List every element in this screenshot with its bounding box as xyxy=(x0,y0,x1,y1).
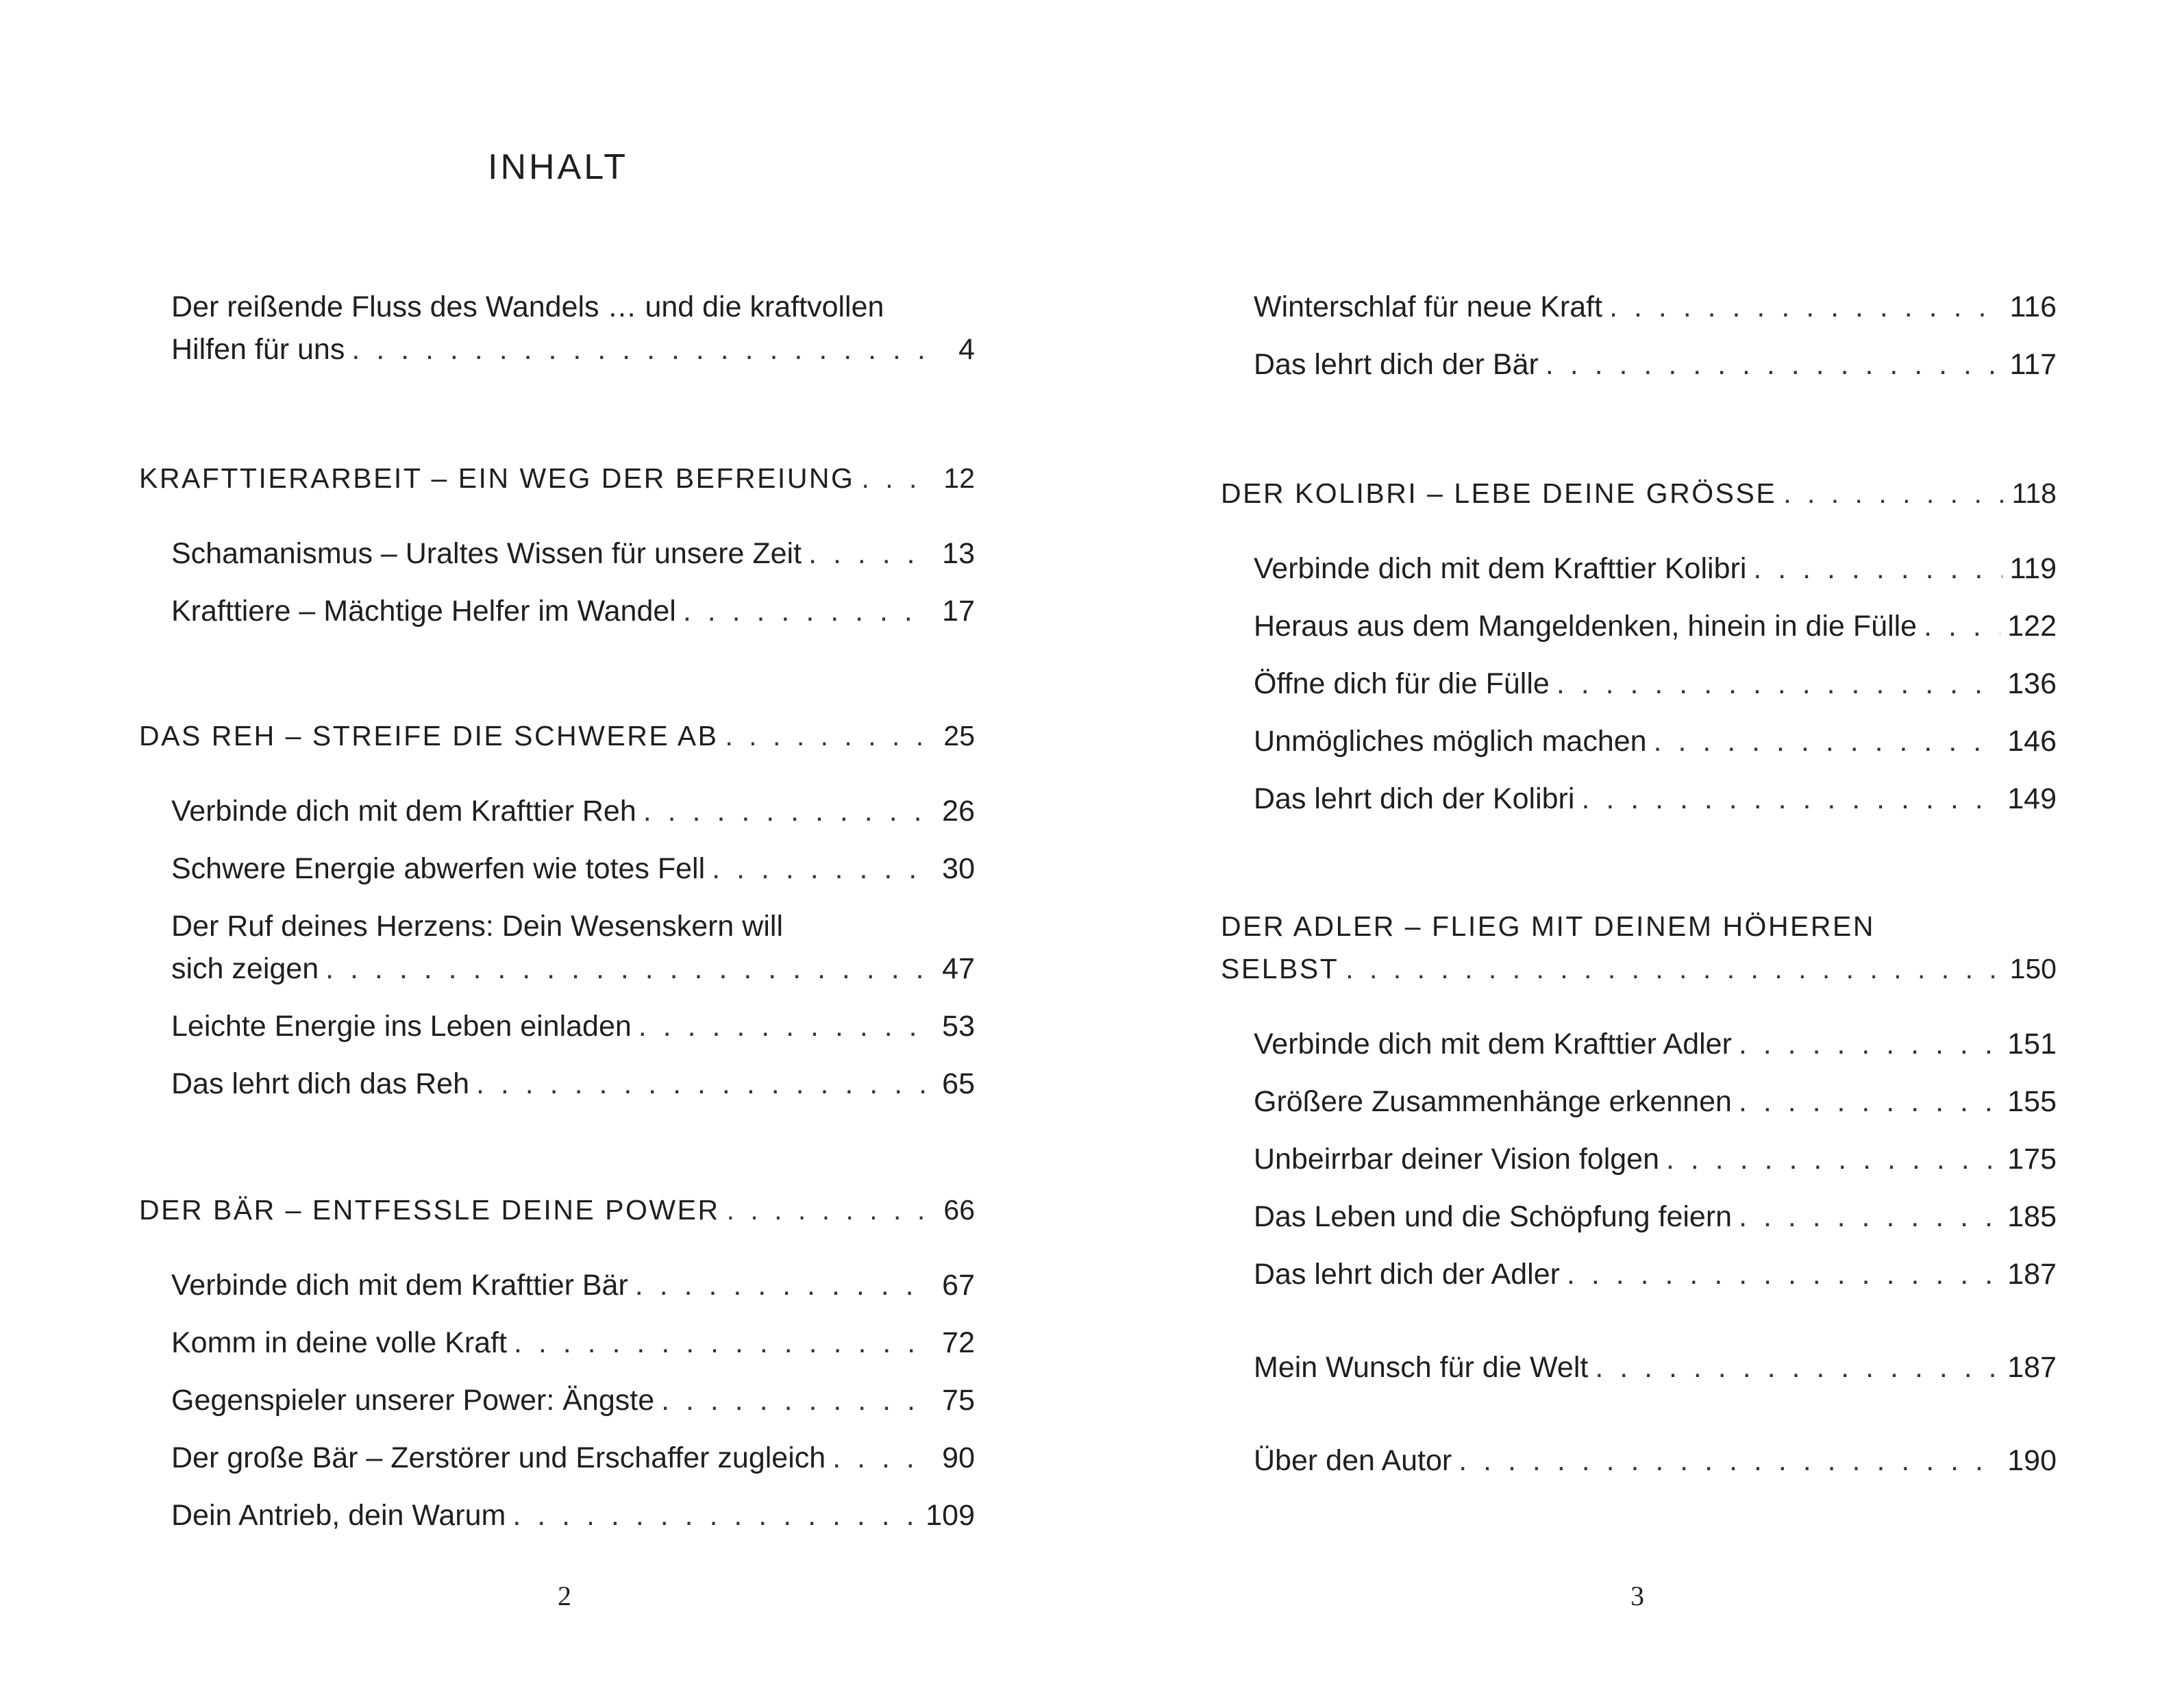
toc-entry[interactable] xyxy=(1254,285,2057,329)
toc-entry-label: Winterschlaf für neue Kraft xyxy=(1254,290,1603,323)
toc-entry[interactable] xyxy=(1254,1022,2057,1066)
toc-page-number: 185 xyxy=(2007,1200,2057,1233)
toc-page-number: 155 xyxy=(2007,1085,2057,1118)
toc-page-number: 25 xyxy=(943,720,975,752)
toc-entry[interactable] xyxy=(171,1493,975,1537)
toc-entry-label: Krafttiere – Mächtige Helfer im Wandel xyxy=(171,595,676,628)
dot-leader xyxy=(643,789,927,833)
toc-chapter-title: DER BÄR – ENTFESSLE DEINE POWER xyxy=(139,1194,720,1226)
toc-entry[interactable] xyxy=(171,847,975,891)
page-number-right: 3 xyxy=(1630,1580,1644,1611)
toc-page-number: 53 xyxy=(942,1010,975,1043)
dot-leader xyxy=(1581,777,2000,821)
toc-page-number: 149 xyxy=(2007,782,2057,815)
toc-entry[interactable] xyxy=(171,1378,975,1422)
toc-entry-label: Gegenspieler unserer Power: Ängste xyxy=(171,1384,655,1417)
toc-chapter[interactable] xyxy=(1221,947,2057,991)
dot-leader xyxy=(1753,547,2002,591)
toc-entry-label: Das lehrt dich das Reh xyxy=(171,1067,469,1100)
dot-leader xyxy=(1654,719,2001,763)
toc-entry-label: Öffne dich für die Fülle xyxy=(1254,667,1550,700)
dot-leader xyxy=(725,714,928,758)
toc-entry[interactable] xyxy=(171,1436,975,1480)
toc-entry-label: Verbinde dich mit dem Krafttier Adler xyxy=(1254,1028,1732,1061)
toc-entry[interactable] xyxy=(1254,662,2057,706)
dot-leader xyxy=(1924,604,2000,648)
dot-leader xyxy=(832,1436,927,1480)
toc-page-number: 26 xyxy=(942,795,975,828)
toc-page-number: 90 xyxy=(942,1441,975,1474)
toc-entry[interactable] xyxy=(171,947,975,991)
dot-leader xyxy=(514,1321,927,1365)
dot-leader xyxy=(661,1378,927,1422)
toc-entry-label: Verbinde dich mit dem Krafttier Bär xyxy=(171,1269,628,1302)
dot-leader xyxy=(1345,947,2002,991)
toc-entry[interactable] xyxy=(1254,547,2057,591)
dot-leader xyxy=(325,947,927,991)
toc-page-number: 190 xyxy=(2007,1444,2057,1477)
dot-leader xyxy=(1739,1022,2000,1066)
toc-chapter-title: DER KOLIBRI – LEBE DEINE GRÖSSE xyxy=(1221,478,1777,509)
toc-page-number: 12 xyxy=(943,462,975,494)
dot-leader xyxy=(1739,1080,2000,1124)
toc-entry[interactable] xyxy=(1254,1137,2057,1181)
toc-entry-label: Das lehrt dich der Adler xyxy=(1254,1258,1560,1291)
toc-entry[interactable] xyxy=(1254,1252,2057,1296)
toc-page-number: 109 xyxy=(926,1499,975,1532)
toc-entry-label: Über den Autor xyxy=(1254,1444,1452,1477)
toc-entry-line1: Der Ruf deines Herzens: Dein Wesenskern will xyxy=(171,910,784,943)
toc-entry[interactable] xyxy=(1254,719,2057,763)
toc-page-number: 65 xyxy=(942,1067,975,1100)
toc-chapter-title: DAS REH – STREIFE DIE SCHWERE AB xyxy=(139,720,719,752)
dot-leader xyxy=(476,1062,927,1106)
toc-page-number: 4 xyxy=(958,333,975,366)
toc-page-number: 187 xyxy=(2007,1351,2057,1384)
toc-page-number: 67 xyxy=(942,1269,975,1302)
toc-entry[interactable] xyxy=(1254,604,2057,648)
toc-chapter-title-line1: DER ADLER – FLIEG MIT DEINEM HÖHEREN xyxy=(1221,910,1875,942)
toc-page-number: 151 xyxy=(2007,1028,2057,1061)
toc-entry-label: Das lehrt dich der Kolibri xyxy=(1254,782,1575,815)
dot-leader xyxy=(1567,1252,2000,1296)
toc-page-number: 30 xyxy=(942,852,975,885)
dot-leader xyxy=(1459,1439,2000,1483)
toc-page-number: 72 xyxy=(942,1326,975,1359)
dot-leader xyxy=(1546,343,2003,386)
dot-leader xyxy=(512,1493,919,1537)
toc-entry-label: Das Leben und die Schöpfung feiern xyxy=(1254,1200,1733,1233)
toc-chapter[interactable] xyxy=(139,714,975,758)
dot-leader xyxy=(351,327,927,371)
toc-page-number: 175 xyxy=(2007,1143,2057,1176)
toc-page-number: 47 xyxy=(942,952,975,985)
dot-leader xyxy=(727,1188,927,1232)
toc-entry[interactable] xyxy=(171,1321,975,1365)
toc-entry[interactable] xyxy=(1254,1195,2057,1239)
toc-page-number: 13 xyxy=(942,537,975,570)
toc-entry-label: Der große Bär – Zerstörer und Erschaffer zugleich xyxy=(171,1441,826,1474)
toc-page-number: 118 xyxy=(2011,478,2057,509)
toc-entry-label: Leichte Energie ins Leben einladen xyxy=(171,1010,632,1043)
toc-entry[interactable] xyxy=(171,532,975,575)
right-page xyxy=(1092,0,2184,1699)
toc-entry[interactable] xyxy=(171,789,975,833)
dot-leader xyxy=(712,847,927,891)
toc-page-number: 116 xyxy=(2009,290,2057,323)
dot-leader xyxy=(861,456,927,500)
toc-chapter-title: SELBST xyxy=(1221,953,1339,984)
toc-page-number: 117 xyxy=(2009,348,2057,381)
dot-leader xyxy=(808,532,927,575)
toc-page-number: 136 xyxy=(2007,667,2057,700)
toc-page-number: 187 xyxy=(2007,1258,2057,1291)
toc-entry[interactable] xyxy=(171,1004,975,1048)
toc-page-number: 66 xyxy=(943,1194,975,1226)
toc-entry-intro[interactable] xyxy=(171,327,975,371)
toc-entry[interactable] xyxy=(171,1263,975,1307)
toc-entry[interactable] xyxy=(1254,1345,2057,1389)
toc-page-number: 75 xyxy=(942,1384,975,1417)
toc-title: INHALT xyxy=(488,147,629,187)
toc-entry-label: Hilfen für uns xyxy=(171,333,345,366)
dot-leader xyxy=(683,589,927,633)
dot-leader xyxy=(1666,1137,2000,1181)
toc-page-number: 17 xyxy=(942,595,975,628)
dot-leader xyxy=(1783,471,2005,515)
toc-entry-label: Dein Antrieb, dein Warum xyxy=(171,1499,506,1532)
page-number-left: 2 xyxy=(558,1580,571,1611)
toc-entry[interactable] xyxy=(1254,777,2057,821)
toc-chapter[interactable] xyxy=(139,1188,975,1232)
toc-entry-label: Schwere Energie abwerfen wie totes Fell xyxy=(171,852,706,885)
dot-leader xyxy=(1595,1345,2000,1389)
dot-leader xyxy=(1739,1195,2000,1239)
dot-leader xyxy=(635,1263,927,1307)
toc-page-number: 150 xyxy=(2009,953,2057,984)
toc-entry-label: Unmögliches möglich machen xyxy=(1254,725,1647,758)
dot-leader xyxy=(638,1004,927,1048)
toc-entry-label: Verbinde dich mit dem Krafttier Kolibri xyxy=(1254,552,1747,585)
toc-entry-label: sich zeigen xyxy=(171,952,319,985)
toc-chapter-title: KRAFTTIERARBEIT – EIN WEG DER BEFREIUNG xyxy=(139,462,855,494)
toc-entry-label: Schamanismus – Uraltes Wissen für unsere Zeit xyxy=(171,537,802,570)
toc-entry-label: Verbinde dich mit dem Krafttier Reh xyxy=(171,795,636,828)
toc-entry[interactable] xyxy=(171,589,975,633)
toc-entry[interactable] xyxy=(1254,1439,2057,1483)
toc-entry-label: Heraus aus dem Mangeldenken, hinein in die Fülle xyxy=(1254,610,1918,643)
dot-leader xyxy=(1609,285,2002,329)
toc-entry[interactable] xyxy=(171,1062,975,1106)
toc-chapter[interactable] xyxy=(139,456,975,500)
toc-page-number: 119 xyxy=(2009,552,2057,585)
toc-page-number: 146 xyxy=(2007,725,2057,758)
toc-entry[interactable] xyxy=(1254,343,2057,386)
toc-page-number: 122 xyxy=(2007,610,2057,643)
dot-leader xyxy=(1556,662,2000,706)
toc-entry-label: Mein Wunsch für die Welt xyxy=(1254,1351,1589,1384)
toc-chapter[interactable] xyxy=(1221,471,2057,515)
toc-entry-label: Unbeirrbar deiner Vision folgen xyxy=(1254,1143,1660,1176)
toc-entry[interactable] xyxy=(1254,1080,2057,1124)
toc-entry-label: Komm in deine volle Kraft xyxy=(171,1326,507,1359)
toc-entry-label: Das lehrt dich der Bär xyxy=(1254,348,1539,381)
toc-entry-label: Größere Zusammenhänge erkennen xyxy=(1254,1085,1732,1118)
toc-entry-intro-line1: Der reißende Fluss des Wandels … und die kraftvollen xyxy=(171,290,884,323)
